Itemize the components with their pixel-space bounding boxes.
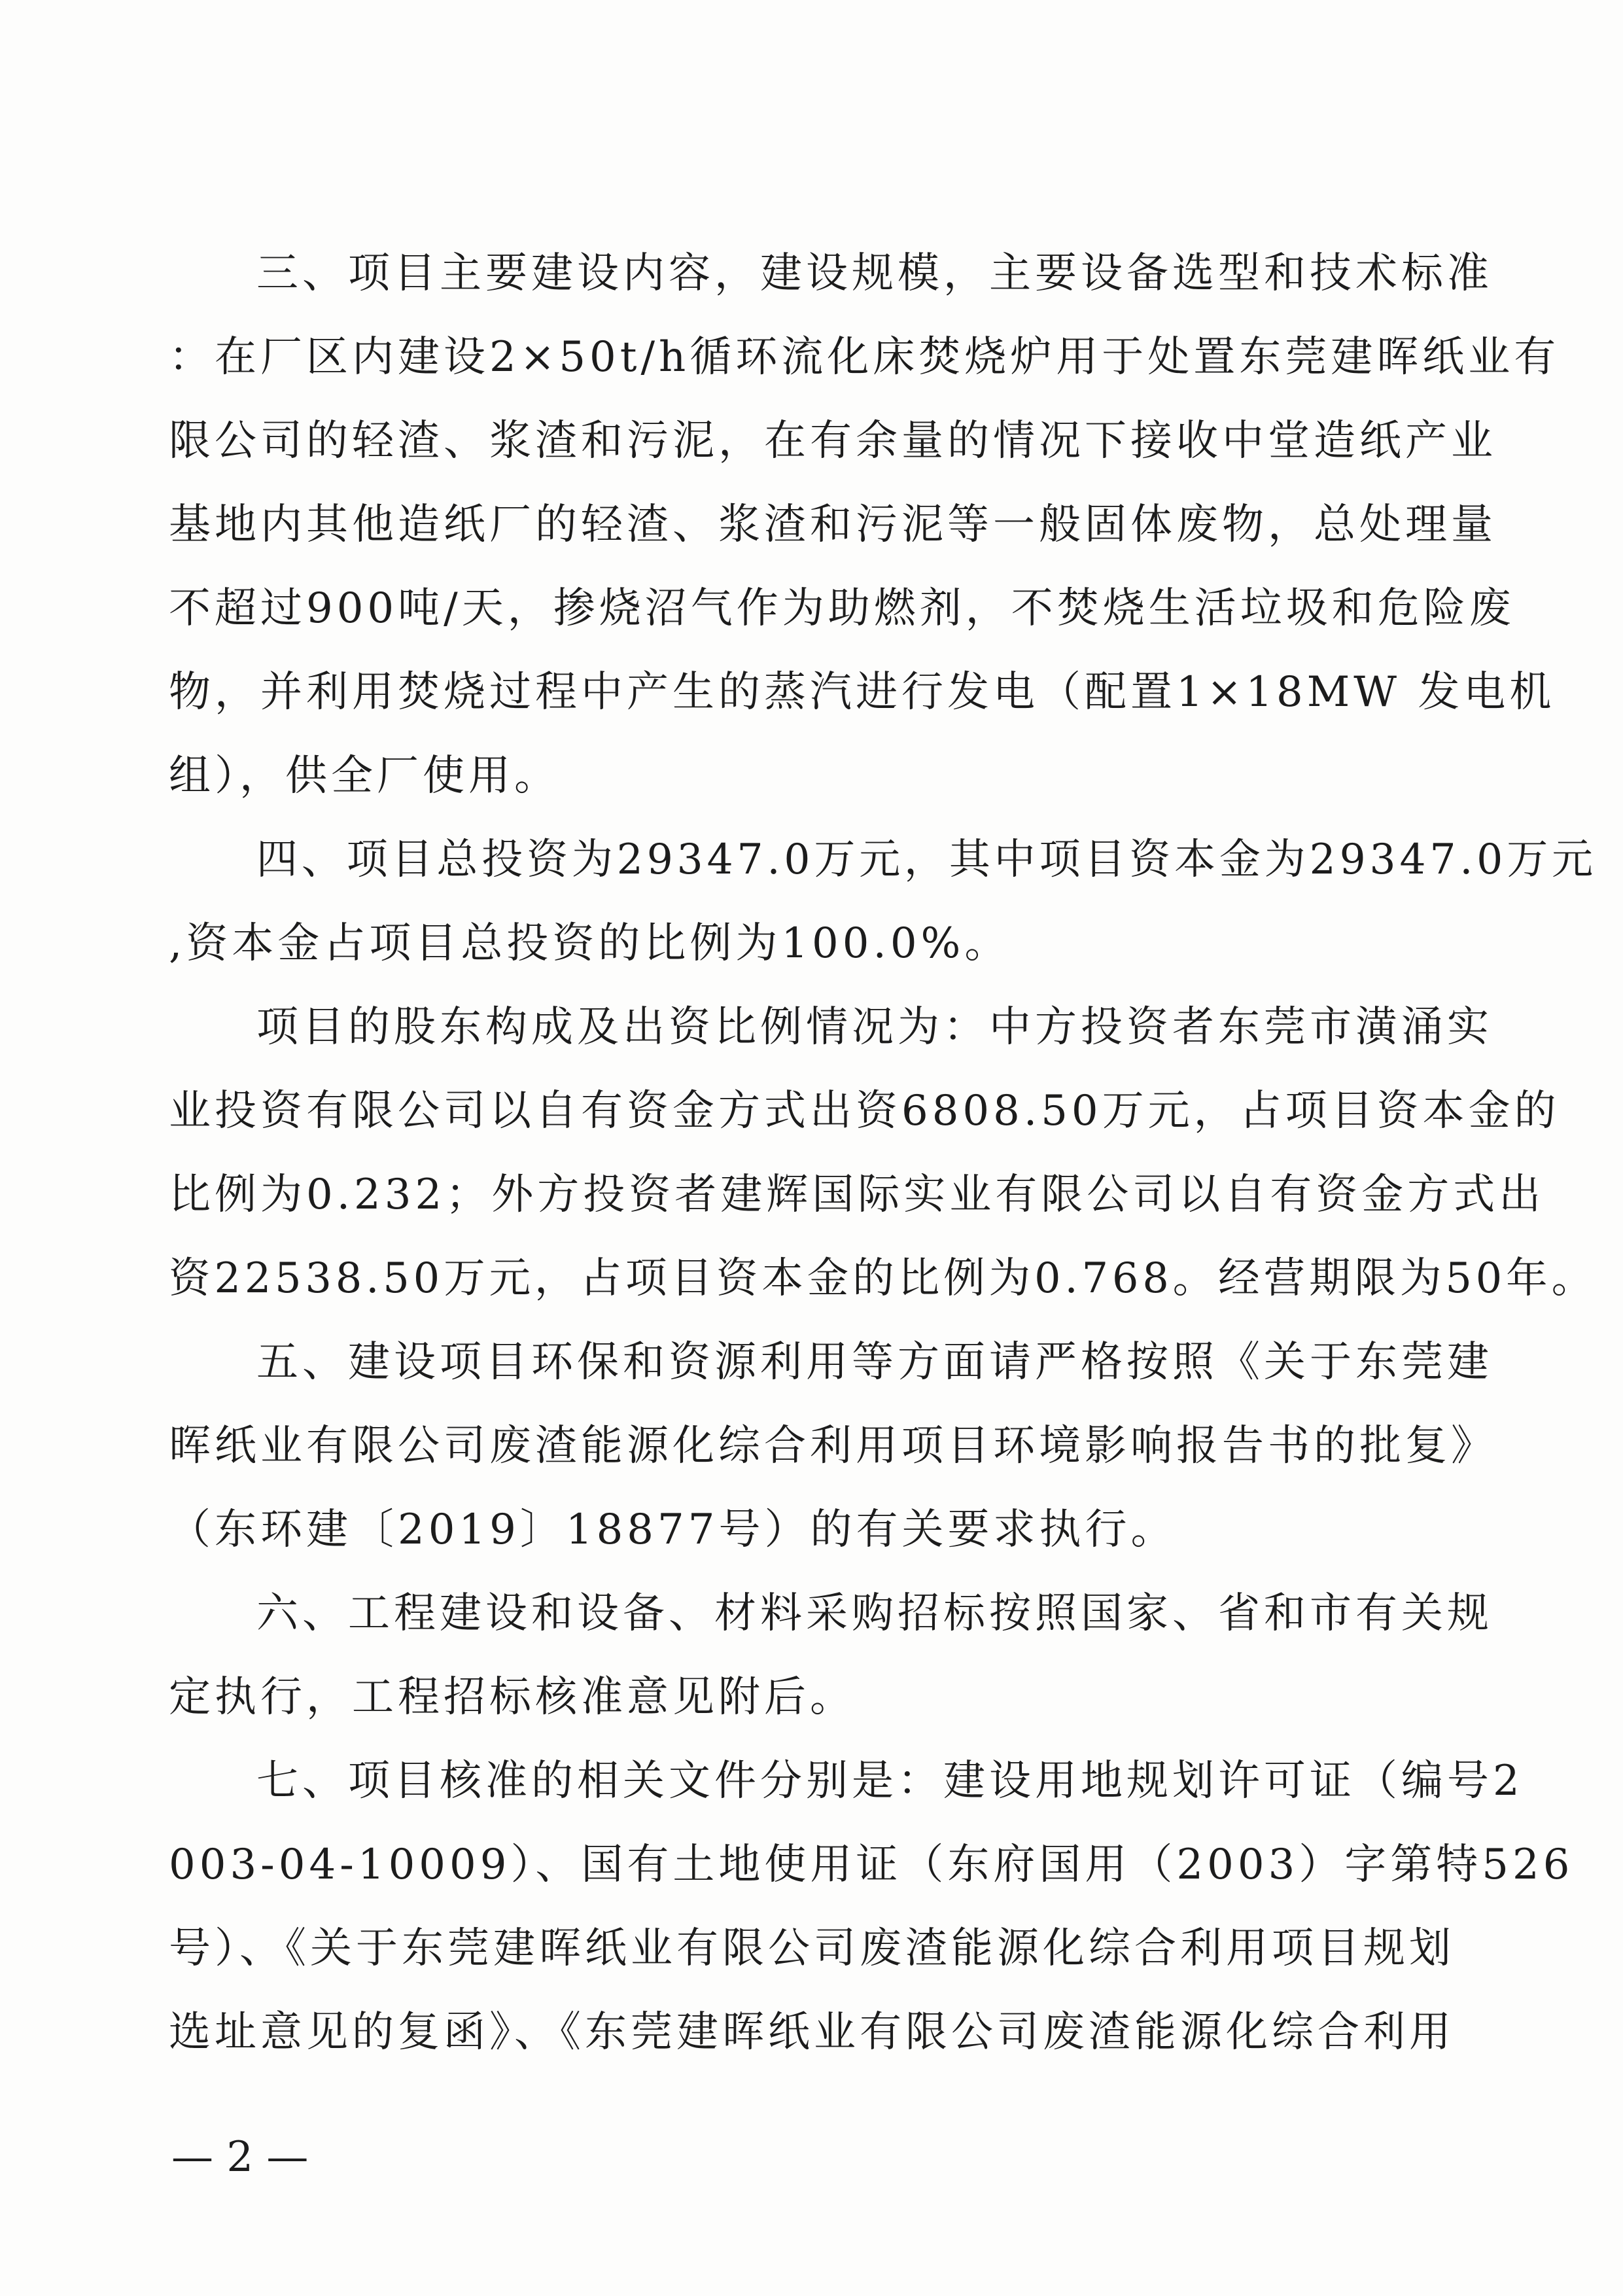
paragraph-6-line-1: 六、工程建设和设备、材料采购招标按照国家、省和市有关规: [256, 1589, 1493, 1638]
paragraph-shareholders-line-4: 资22538.50万元，占项目资本金的比例为0.768。经营期限为50年。: [169, 1254, 1597, 1303]
paragraph-7-line-3: 号）、《关于东莞建晖纸业有限公司废渣能源化综合利用项目规划: [169, 1924, 1455, 1973]
paragraph-5-line-2: 晖纸业有限公司废渣能源化综合利用项目环境影响报告书的批复》: [169, 1422, 1497, 1470]
paragraph-3-line-6: 物，并利用焚烧过程中产生的蒸汽进行发电（配置1×18MW 发电机: [169, 668, 1556, 716]
paragraph-4-line-2: ,资本金占项目总投资的比例为100.0%。: [169, 919, 1011, 968]
paragraph-shareholders-line-3: 比例为0.232；外方投资者建辉国际实业有限公司以自有资金方式出: [169, 1171, 1545, 1219]
paragraph-7-line-2: 003-04-10009）、国有土地使用证（东府国用（2003）字第特526: [169, 1841, 1574, 1889]
paragraph-3-line-2: ：在厂区内建设2×50t/h循环流化床焚烧炉用于处置东莞建晖纸业有: [169, 333, 1560, 381]
paragraph-3-line-7: 组），供全厂使用。: [169, 752, 560, 800]
paragraph-7-line-4: 选址意见的复函》、《东莞建晖纸业有限公司废渣能源化综合利用: [169, 2008, 1455, 2057]
paragraph-5-line-1: 五、建设项目环保和资源利用等方面请严格按照《关于东莞建: [256, 1338, 1493, 1386]
paragraph-3-line-4: 基地内其他造纸厂的轻渣、浆渣和污泥等一般固体废物，总处理量: [169, 501, 1497, 549]
paragraph-3-line-1: 三、项目主要建设内容，建设规模，主要设备选型和技术标准: [256, 249, 1493, 298]
paragraph-3-line-3: 限公司的轻渣、浆渣和污泥，在有余量的情况下接收中堂造纸产业: [169, 417, 1497, 465]
paragraph-5-line-3: （东环建〔2019〕18877号）的有关要求执行。: [169, 1506, 1177, 1554]
paragraph-3-line-5: 不超过900吨/天，掺烧沼气作为助燃剂，不焚烧生活垃圾和危险废: [169, 584, 1515, 633]
paragraph-6-line-2: 定执行，工程招标核准意见附后。: [169, 1673, 856, 1722]
page-number: — 2 —: [171, 2133, 309, 2181]
paragraph-shareholders-line-1: 项目的股东构成及出资比例情况为：中方投资者东莞市潢涌实: [256, 1003, 1493, 1051]
paragraph-shareholders-line-2: 业投资有限公司以自有资金方式出资6808.50万元，占项目资本金的: [169, 1087, 1560, 1135]
paragraph-7-line-1: 七、项目核准的相关文件分别是：建设用地规划许可证（编号2: [256, 1757, 1524, 1805]
paragraph-4-line-1: 四、项目总投资为29347.0万元，其中项目资本金为29347.0万元: [256, 836, 1597, 884]
